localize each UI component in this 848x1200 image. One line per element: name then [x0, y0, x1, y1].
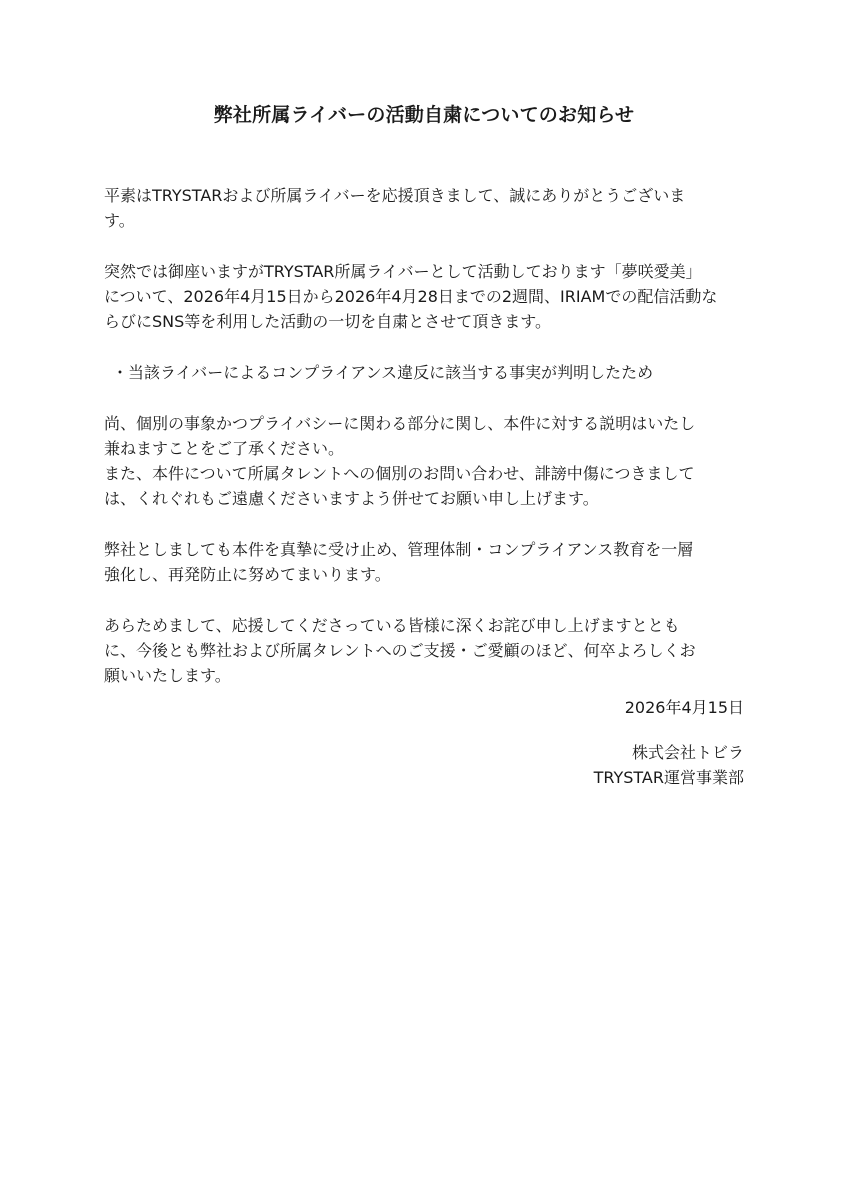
text-line: は、くれぐれもご遠慮くださいますよう併せてお願い申し上げます。 [104, 489, 599, 508]
text-line: 願いいたします。 [104, 666, 231, 685]
text-line: 尚、個別の事象かつプライバシーに関わる部分に関し、本件に対する説明はいたし [104, 414, 696, 433]
department-name: TRYSTAR運営事業部 [593, 768, 744, 787]
text-line: す。 [104, 211, 135, 230]
text-line: 弊社としましても本件を真摯に受け止め、管理体制・コンプライアンス教育を一層 [104, 540, 694, 559]
paragraph-announcement [104, 259, 744, 334]
text-line: また、本件について所属タレントへの個別のお問い合わせ、誹謗中傷につきまして [104, 464, 695, 483]
paragraph-greeting [104, 183, 744, 233]
text-line: 平素はTRYSTARおよび所属ライバーを応援頂きまして、誠にありがとうございま [104, 186, 686, 205]
paragraph-measures [104, 537, 744, 587]
company-name: 株式会社トビラ [631, 743, 744, 762]
text-line: らびにSNS等を利用した活動の一切を自粛とさせて頂きます。 [104, 312, 552, 331]
text-line: あらためまして、応援してくださっている皆様に深くお詫び申し上げますととも [104, 616, 680, 635]
paragraph-reason [104, 360, 744, 385]
paragraph-apology [104, 613, 744, 688]
text-line: 突然では御座いますがTRYSTAR所属ライバーとして活動しております「夢咲愛美」 [104, 262, 702, 281]
text-line: 兼ねますことをご了承ください。 [104, 439, 345, 458]
reason-bullet: ・当該ライバーによるコンプライアンス違反に該当する事実が判明したため [112, 363, 654, 382]
text-line: に、今後とも弊社および所属タレントへのご支援・ご愛顧のほど、何卒よろしくお [104, 641, 696, 660]
text-line: について、2026年4月15日から2026年4月28日までの2週間、IRIAMでの配信活動な [104, 287, 718, 306]
text-line: 強化し、再発防止に努めてまいります。 [104, 565, 391, 584]
notice-body [104, 183, 744, 714]
page-title: 弊社所属ライバーの活動自粛についてのお知らせ [213, 104, 635, 126]
paragraph-notes [104, 411, 744, 511]
notice-date: 2026年4月15日 [624, 698, 744, 717]
signature-block [104, 740, 744, 790]
